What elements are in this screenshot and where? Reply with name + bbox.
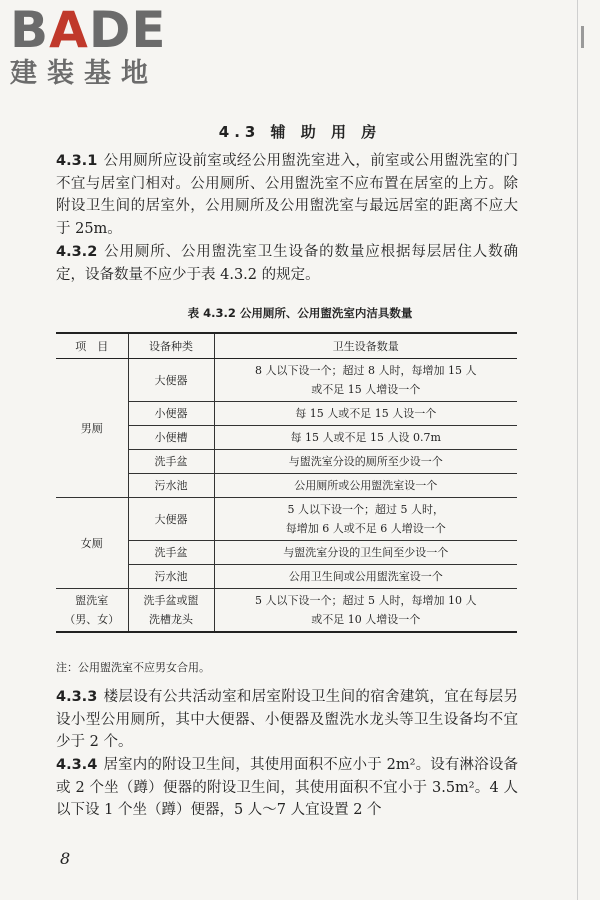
logo-letter-a: A: [49, 1, 89, 59]
clause-4-3-2: [56, 241, 518, 286]
page-edge-mark: [581, 26, 584, 48]
equipment-quantity: [214, 589, 517, 633]
equipment-quantity: 与盥洗室分设的厕所至少设一个: [214, 450, 517, 474]
page-number: 8: [60, 849, 71, 868]
group-label-line: （男、女）: [64, 613, 120, 626]
table-header-row: [56, 333, 517, 359]
equipment-quantity: 每 15 人或不足 15 人设一个: [214, 402, 517, 426]
clause-text: 公用厕所、公用盥洗室卫生设备的数量应根据每层居住人数确定，设备数量不应少于表 4.3.2 的规定。: [56, 244, 518, 283]
clause-number: 4.3.4: [56, 757, 98, 773]
quantity-line: 或不足 15 人增设一个: [311, 383, 421, 396]
header-item: 项 目: [56, 333, 128, 359]
equipment-type: 污水池: [128, 565, 214, 589]
clause-number: 4.3.2: [56, 244, 98, 260]
table-row: [56, 359, 517, 402]
section-title: 4.3 辅 助 用 房: [218, 123, 382, 141]
logo-subtitle: 建装基地: [10, 58, 158, 89]
header-equipment-type: 设备种类: [128, 333, 214, 359]
watermark-logo: [10, 1, 167, 90]
clause-4-3-1: [56, 150, 518, 240]
clause-text: 楼层设有公共活动室和居室附设卫生间的宿舍建筑，宜在每层另设小型公用厕所，其中大便器、小便器及盥洗水龙头等卫生设备均不宜少于 2 个。: [56, 689, 518, 750]
type-line: 洗槽龙头: [149, 613, 193, 626]
group-male: 男厕: [56, 359, 128, 498]
table-note: 注：公用盥洗室不应男女合用。: [56, 661, 210, 674]
clause-number: 4.3.3: [56, 689, 98, 705]
equipment-quantity: [214, 498, 517, 541]
table-row: [56, 498, 517, 541]
logo-letters-de: DE: [88, 1, 167, 59]
group-label-line: 盥洗室: [75, 594, 109, 607]
clause-4-3-4: [56, 754, 518, 822]
group-female: 女厕: [56, 498, 128, 589]
equipment-type: 洗手盆: [128, 541, 214, 565]
quantity-line: 或不足 10 人增设一个: [311, 613, 421, 626]
table-title: 表 4.3.2 公用厕所、公用盥洗室内洁具数量: [187, 306, 413, 320]
equipment-quantity: 与盥洗室分设的卫生间至少设一个: [214, 541, 517, 565]
table-row: [56, 589, 517, 633]
quantity-line: 8 人以下设一个；超过 8 人时，每增加 15 人: [255, 364, 477, 377]
header-quantity: 卫生设备数量: [214, 333, 517, 359]
equipment-quantity: 公用卫生间或公用盥洗室设一个: [214, 565, 517, 589]
equipment-type: 小便槽: [128, 426, 214, 450]
equipment-type: 小便器: [128, 402, 214, 426]
clause-4-3-3: [56, 686, 518, 754]
group-washroom: [56, 589, 128, 633]
type-line: 洗手盆或盥: [143, 594, 199, 607]
logo-letter-b: B: [10, 1, 50, 59]
equipment-type: 大便器: [128, 359, 214, 402]
equipment-type: 污水池: [128, 474, 214, 498]
clause-text: 公用厕所应设前室或经公用盥洗室进入，前室或公用盥洗室的门不宜与居室门相对。公用厕所、公用盥洗室不应布置在居室的上方。除附设卫生间的居室外，公用厕所及公用盥洗室与最远居室的距离不应大于 25m。: [56, 153, 518, 237]
equipment-type: [128, 589, 214, 633]
quantity-line: 5 人以下设一个；超过 5 人时，: [287, 503, 444, 516]
equipment-type: 洗手盆: [128, 450, 214, 474]
clause-text: 居室内的附设卫生间，其使用面积不应小于 2m²。设有淋浴设备或 2 个坐（蹲）便器的附设卫生间，其使用面积不宜小于 3.5m²。4 人以下设 1 个坐（蹲）便器，5 人～7 人宜设置 2 个: [56, 757, 518, 818]
fixtures-table: [56, 332, 517, 633]
logo-wordmark: [10, 1, 167, 59]
equipment-quantity: [214, 359, 517, 402]
clause-number: 4.3.1: [56, 153, 98, 169]
quantity-line: 5 人以下设一个；超过 5 人时，每增加 10 人: [255, 594, 477, 607]
quantity-line: 每增加 6 人或不足 6 人增设一个: [285, 522, 446, 535]
equipment-type: 大便器: [128, 498, 214, 541]
equipment-quantity: 公用厕所或公用盥洗室设一个: [214, 474, 517, 498]
equipment-quantity: 每 15 人或不足 15 人设 0.7m: [214, 426, 517, 450]
